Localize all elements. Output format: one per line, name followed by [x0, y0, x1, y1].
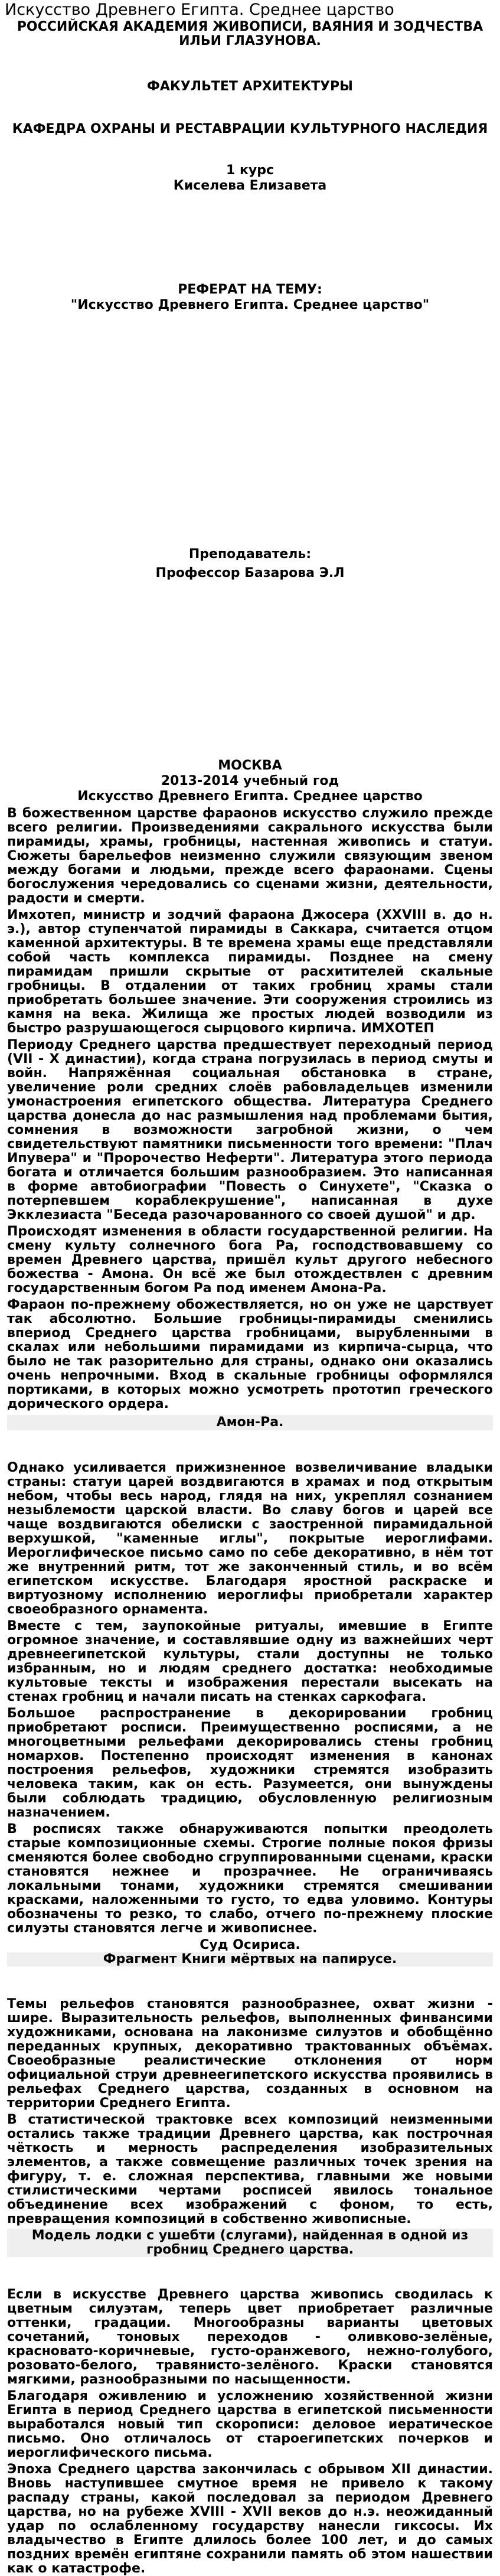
- department-name: КАФЕДРА ОХРАНЫ И РЕСТАВРАЦИИ КУЛЬТУРНОГО НАСЛЕДИЯ: [12, 122, 488, 136]
- academic-year: 2013-2014 учебный год: [161, 774, 339, 788]
- image-caption-boat: Модель лодки с ушебти (слугами), найденная в одной из гробниц Среднего царства.: [7, 2229, 493, 2257]
- paragraph: В статистической трактовке всех композиций неизменными остались также традиции Древнего царства, как построчная чёткость и мерность распределения изобразительных элементов, а также совмещение различных точек зрения на фигуру, т. е. сложная перспектива, главными же новыми стилистическими чертами росписей явилось тональное объединение всех изображений с фоном, то есть, превращения композиций в собственно живописные.: [7, 2112, 493, 2226]
- paragraph: Темы рельефов становятся разнообразнее, охват жизни - шире. Выразительность рельефов, выполненных финвансими художниками, основана на лаконизме силуэтов и обобщённо переданных крупных, декоративно трактованных объёмах. Своеобразные реалистические отклонения от норм официальной струи древнеегипетского искусства проявились в рельефах Среднего царства, созданных в основном на территории Среднего Египта.: [7, 1997, 493, 2111]
- paragraph: Благодаря оживлению и усложнению хозяйственной жизни Египта в период Среднего царства в египетской письменности выработался новый тип скорописи: деловое иератическое письмо. Оно отличалось от староегипетских почерков и иероглифического письма.: [7, 2389, 493, 2460]
- paragraph: Происходят изменения в области государственной религии. На смену культу солнечного бога Ра, господствовавшему со времен Древнего царства, пришёл культ другого небесного божества - Амона. Он всё же был отождествлен с древним государственным богом Ра под именем Амона-Ра.: [7, 1224, 493, 1296]
- paragraph: Фараон по-прежнему обожествляется, но он уже не царствует так абсолютно. Большие гробницы-пирамиды сменились впериод Среднего царства гробницами, вырубленными в скалах или небольшими пирамидами из кирпича-сырца, что было не так разорительно для страны, однако они оказались очень непрочными. Вход в скальные гробницы оформлялся портиками, в которых можно усмотреть прототип греческого дорического ордера.: [7, 1297, 493, 1411]
- paragraph: В росписях также обнаруживаются попытки преодолеть старые композиционные схемы. Строгие полные покоя фризы сменяются более свободно сгруппированными сценами, краски становятся нежнее и прозрачнее. Не ограничиваясь локальными тонами, художники стремятся смешивании красками, наложенными то густо, то едва уловимо. Контуры обозначены то резко, то слабо, отчего по-прежнему плоские силуэты становятся легче и живописнее.: [7, 1822, 493, 1936]
- student-name: Киселева Елизавета: [173, 178, 327, 193]
- paragraph: Периоду Среднего царства предшествует переходный период (VII - X династии), когда страна погрузилась в период смуты и войн. Напряжённая социальная обстановка в стране, увеличение роли средних слоёв рабовладельцев изменили умонастроения египетского общества. Литература Среднего царства донесла до нас размышления над проблемами бытия, сомнения в возможности загробной жизни, о чем свидетельствуют памятники письменности того времени: "Плач Ипувера" и "Пророчество Неферти". Литература этого периода богата и отличается большим разнообразием. Это написанная в форме автобиографии "Повесть о Синухете", "Сказка о потерпевшем кораблекрушение", написанная в духе Экклезиаста "Беседа разочарованного со своей душой" и др.: [7, 1038, 493, 1222]
- teacher-name: Профессор Базарова Э.Л: [155, 566, 345, 581]
- image-caption-osiris-sub: Фрагмент Книги мёртвых на папирусе.: [7, 1952, 493, 1967]
- paragraph: В божественном царстве фараонов искусство служило прежде всего религии. Произведениями сакрального искусства были пирамиды, храмы, гробницы, настенная живопись и статуи. Сюжеты барельефов неизменно служили связующим звеном между богами и людьми, прежде всего фараонами. Сцены богослужения чередовались со сценами жизни, деятельности, радости и смерти.: [7, 806, 493, 906]
- paragraph: Однако усиливается прижизненное возвеличивание владыки страны: статуи царей воздвигаются в храмах и под открытым небом, чтобы весь народ, глядя на них, укреплял сознанием незыблемости царской власти. Во славу богов и царей все чаще воздвигаются обелиски с заостренной пирамидальной верхушкой, "каменные иглы", покрытые иероглифами. Иероглифическое письмо само по себе декоративно, в нём тот же внутренний ритм, тот же законченный стиль, и во всём египетском искусстве. Благодаря яростной раскраске и виртуозному исполнению иероглифы приобретали характер своеобразного орнамента.: [7, 1460, 493, 1617]
- report-label: РЕФЕРАТ НА ТЕМУ:: [178, 282, 322, 297]
- paragraph: Если в искусстве Древнего царства живопись сводилась к цветным силуэтам, теперь цвет приобретает различные оттенки, градации. Многообразны варианты цветовых сочетаний, тоновых переходов - оливково-зелёные, красновато-коричневые, густо-оранжевого, нежно-голубого, розовато-белого, травянисто-зелёного. Краски становятся мягкими, разнообразными по насыщенности.: [7, 2287, 493, 2387]
- document-title: Искусство Древнего Египта. Среднее царство: [77, 789, 423, 804]
- report-topic: "Искусство Древнего Египта. Среднее царство": [70, 298, 430, 312]
- document-page: [0, 20, 500, 2576]
- course: 1 курс: [226, 163, 274, 178]
- academy-name: РОССИЙСКАЯ АКАДЕМИЯ ЖИВОПИСИ, ВАЯНИЯ И ЗОДЧЕСТВА ИЛЬИ ГЛАЗУНОВА.: [17, 19, 483, 48]
- paragraph: Имхотеп, министр и зодчий фараона Джосера (XXVIII в. до н. э.), автор ступенчатой пирамиды в Саккара, считается отцом каменной архитектуры. В те времена храмы еще представляли собой часть комплекса пирамиды. Позднее на смену пирамидам пришли скрытые от расхитителей скальные гробницы. В отдалении от таких гробниц храмы стали приобретать большее значение. Эти сооружения строились из камня на века. Жилища же простых людей возводили из быстро разрушающегося сырцового кирпича. ИМХОТЕП: [7, 908, 493, 1036]
- paragraph: Эпоха Среднего царства закончилась с обрывом XII династии. Вновь наступившее смутное время не привело к такому распаду страны, какой последовал за периодом Древнего царства, но на рубеже XVIII - XVII веков до н.э. неожиданный удар по ослабленному государству нанесли гиксосы. Их владычество в Египте длилось более 100 лет, и до самых поздних времён египтяне сохранили память об этом нашествии как о катастрофе.: [7, 2462, 493, 2576]
- faculty-name: ФАКУЛЬТЕТ АРХИТЕКТУРЫ: [147, 79, 353, 94]
- image-caption-osiris: Суд Осириса.: [200, 1938, 300, 1952]
- browser-title: Искусство Древнего Египта. Среднее царство: [5, 1, 394, 19]
- teacher-label: Преподаватель:: [188, 547, 312, 562]
- paragraph: Вместе с тем, заупокойные ритуалы, имевшие в Египте огромное значение, и составлявшие одну из важнейших черт древнеегипетской культуры, стали доступны не только избранным, но и людям среднего достатка: необходимые культовые тексты и изображения перестали высекать на стенах гробниц и начали писать на стенках саркофага.: [7, 1619, 493, 1704]
- city: МОСКВА: [218, 758, 282, 773]
- paragraph: Большое распространение в декорировании гробниц приобретают росписи. Преимущественно росписями, а не многоцветными рельефами декорировались стены гробниц номархов. Постепенно происходят изменения в канонах построения рельефов, художники стремятся изобразить человека таким, как он есть. Разумеется, они вынуждены были соблюдать традицию, обусловленную религиозным назначением.: [7, 1706, 493, 1820]
- image-caption-amon: Амон-Ра.: [7, 1415, 493, 1430]
